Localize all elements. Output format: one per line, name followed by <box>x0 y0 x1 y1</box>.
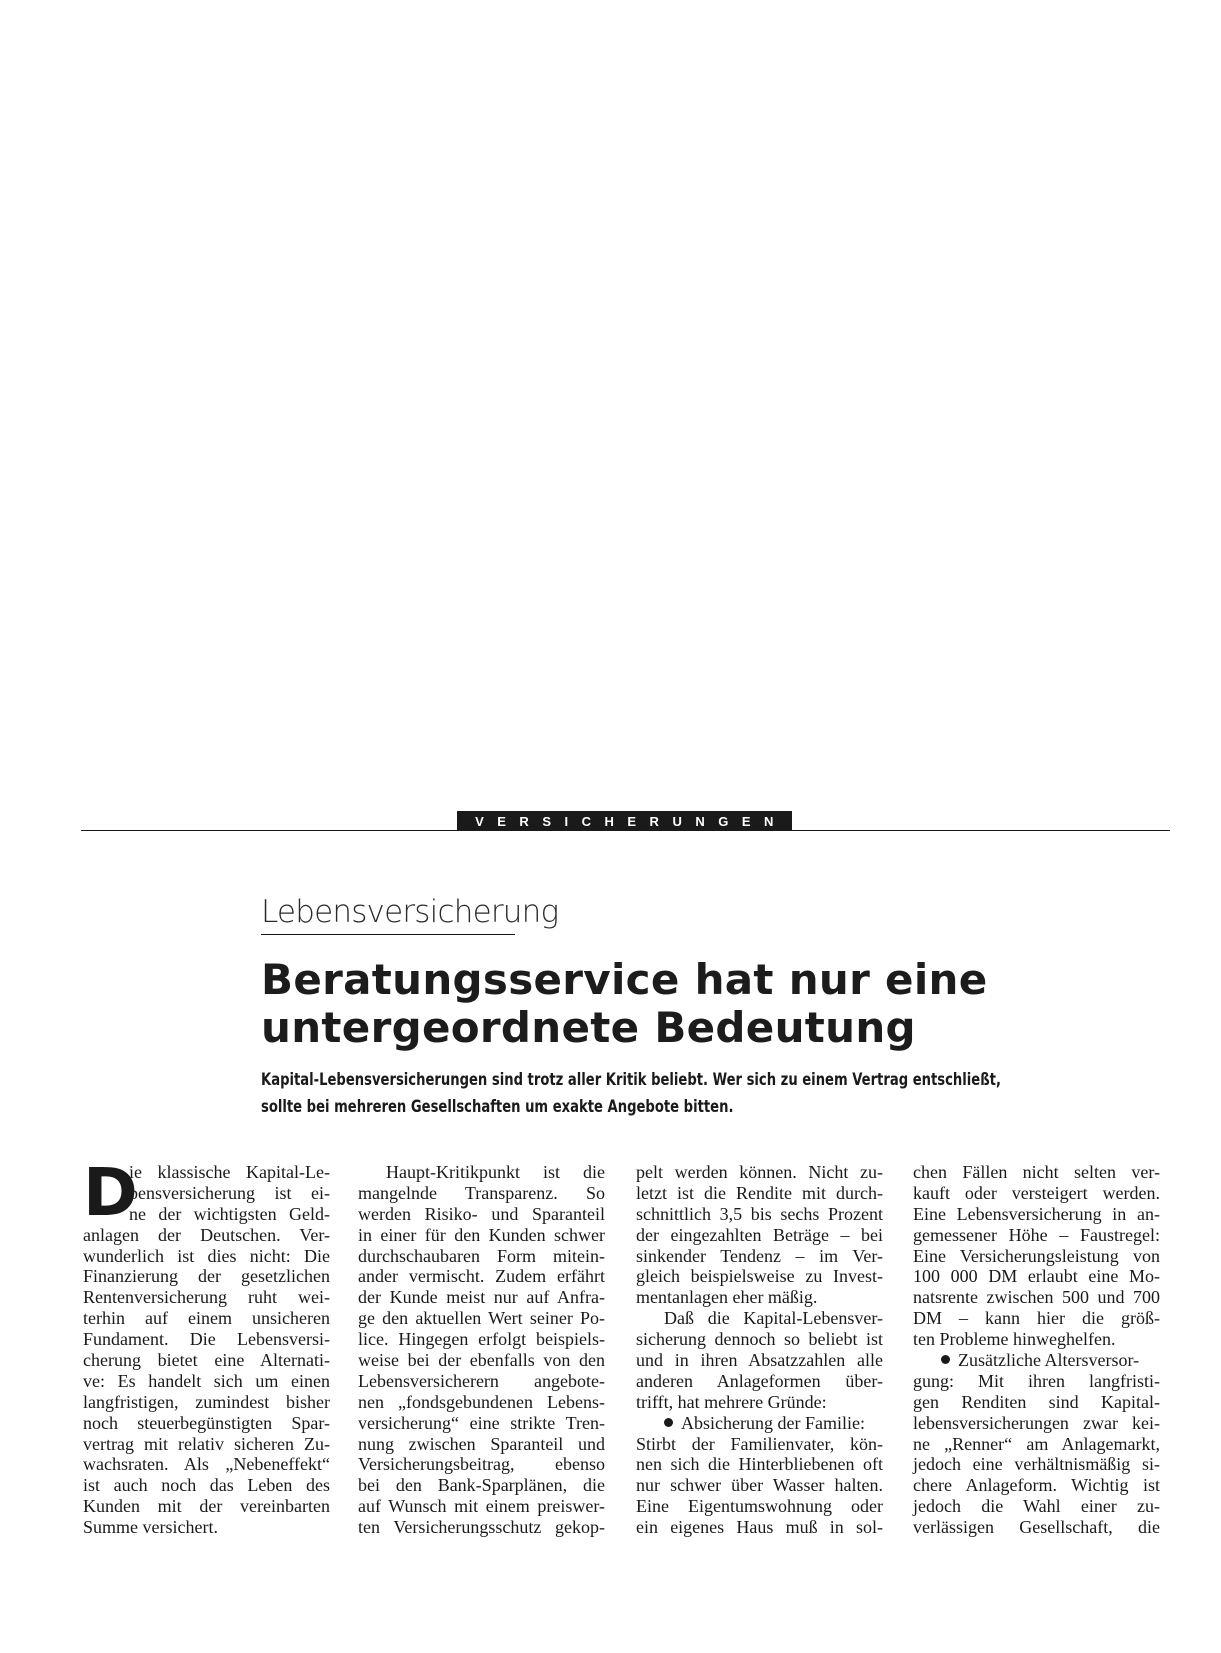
kicker: Lebensversicherung <box>261 894 559 930</box>
text-line: der Kunde meist nur auf Anfra- <box>358 1287 605 1308</box>
text-line: chen Fällen nicht selten ver- <box>913 1162 1160 1182</box>
text-line: kauft oder versteigert werden. <box>913 1182 1160 1203</box>
text-line: nung zwischen Sparanteil und <box>358 1433 605 1454</box>
text-line: gung: Mit ihren langfristi- <box>913 1370 1160 1391</box>
text-line: ne der wichtigsten Geld- <box>129 1203 330 1224</box>
text-line: anlagen der Deutschen. Ver- <box>83 1224 330 1245</box>
text-line: Eine Versicherungsleistung von <box>913 1245 1160 1266</box>
deck <box>261 1067 1161 1121</box>
deck-line-2: sollte bei mehreren Gesellschaften um exakte Angebote bitten. <box>261 1097 734 1117</box>
text-line: Summe versichert. <box>83 1517 218 1538</box>
text-line: ten Versicherungsschutz gekop- <box>358 1517 605 1538</box>
text-line: chere Anlageform. Wichtig ist <box>913 1475 1160 1496</box>
text-line: werden Risiko- und Sparanteil <box>358 1203 605 1224</box>
text-line: lice. Hingegen erfolgt beispiels- <box>358 1329 605 1350</box>
text-line: Stirbt der Familienvater, kön- <box>636 1433 883 1454</box>
text-line: vertrag mit relativ sicheren Zu- <box>83 1433 330 1454</box>
text-line: Kunden mit der vereinbarten <box>83 1496 330 1517</box>
text-line: noch steuerbegünstigten Spar- <box>83 1412 330 1433</box>
text-line: ie klassische Kapital-Le- <box>129 1162 330 1182</box>
text-line: sinkender Tendenz – im Ver- <box>636 1245 883 1266</box>
text-line: nen sich die Hinterbliebenen oft <box>636 1454 883 1475</box>
text-line: gemessener Höhe – Faustregel: <box>913 1224 1160 1245</box>
text-line: Eine Lebensversicherung in an- <box>913 1203 1160 1224</box>
text-line: Lebensversicherern angebote- <box>358 1370 605 1391</box>
text-line: ve: Es handelt sich um einen <box>83 1370 330 1391</box>
text-line: bensversicherung ist ei- <box>129 1182 330 1203</box>
text-line: terhin auf einem unsicheren <box>83 1308 330 1329</box>
text-line: Eine Eigentumswohnung oder <box>636 1496 883 1517</box>
kicker-underline <box>261 934 515 935</box>
text-line: DM – kann hier die größ- <box>913 1308 1160 1329</box>
text-line: Rentenversicherung ruht wei- <box>83 1287 330 1308</box>
text-line: natsrente zwischen 500 und 700 <box>913 1287 1160 1308</box>
text-line: cherung bietet eine Alternati- <box>83 1350 330 1371</box>
text-line: anderen Anlageformen über- <box>636 1370 883 1391</box>
headline <box>261 956 1141 1052</box>
text-line: Haupt-Kritikpunkt ist die <box>386 1162 605 1182</box>
drop-cap: D <box>83 1154 138 1231</box>
text-line: ne „Renner“ am Anlagemarkt, <box>913 1433 1160 1454</box>
text-line: pelt werden können. Nicht zu- <box>636 1162 883 1182</box>
text-line: gleich beispielsweise zu Invest- <box>636 1266 883 1287</box>
text-line: der eingezahlten Beträge – bei <box>636 1224 883 1245</box>
section-label: VERSICHERUNGEN <box>457 811 792 831</box>
text-line: ander vermischt. Zudem erfährt <box>358 1266 605 1287</box>
text-line: gen Renditen sind Kapital- <box>913 1391 1160 1412</box>
text-line: jedoch die Wahl einer zu- <box>913 1496 1160 1517</box>
text-line: wachsraten. Als „Nebeneffekt“ <box>83 1454 330 1475</box>
text-line: letzt ist die Rendite mit durch- <box>636 1182 883 1203</box>
text-line: in einer für den Kunden schwer <box>358 1224 605 1245</box>
text-line: jedoch eine verhältnismäßig si- <box>913 1454 1160 1475</box>
text-line: Daß die Kapital-Lebensver- <box>664 1308 883 1329</box>
bullet-line <box>913 1350 1160 1371</box>
text-line: langfristigen, zumindest bisher <box>83 1391 330 1412</box>
text-line: nen „fondsgebundenen Lebens- <box>358 1391 605 1412</box>
bullet-icon <box>941 1355 950 1364</box>
text-line: ge den aktuellen Wert seiner Po- <box>358 1308 605 1329</box>
text-line: sicherung dennoch so beliebt ist <box>636 1329 883 1350</box>
bullet-heading: Absicherung der Familie: <box>681 1412 865 1433</box>
text-line: 100 000 DM erlaubt eine Mo- <box>913 1266 1160 1287</box>
text-line: wunderlich ist dies nicht: Die <box>83 1245 330 1266</box>
text-line: weise bei der ebenfalls von den <box>358 1350 605 1371</box>
text-line: mangelnde Transparenz. So <box>358 1182 605 1203</box>
text-line: durchschaubaren Form mitein- <box>358 1245 605 1266</box>
text-line: schnittlich 3,5 bis sechs Prozent <box>636 1203 883 1224</box>
text-line: verlässigen Gesellschaft, die <box>913 1517 1160 1538</box>
article-column-1 <box>83 1154 330 1538</box>
headline-line-2: untergeordnete Bedeutung <box>261 1003 916 1052</box>
article-column-3 <box>636 1162 883 1538</box>
text-line: Finanzierung der gesetzlichen <box>83 1266 330 1287</box>
text-line: ten Probleme hinweghelfen. <box>913 1329 1116 1350</box>
text-line: versicherung“ eine strikte Tren- <box>358 1412 605 1433</box>
text-line: trifft, hat mehrere Gründe: <box>636 1391 827 1412</box>
bullet-line <box>636 1413 883 1434</box>
headline-line-1: Beratungsservice hat nur eine <box>261 955 988 1004</box>
text-line: mentanlagen eher mäßig. <box>636 1287 818 1308</box>
bullet-heading: Zusätzliche Altersversor- <box>958 1350 1140 1371</box>
text-line: Fundament. Die Lebensversi- <box>83 1329 330 1350</box>
text-line: und in ihren Absatzzahlen alle <box>636 1350 883 1371</box>
deck-line-1: Kapital-Lebensversicherungen sind trotz aller Kritik beliebt. Wer sich zu einem Vertrag entschließt, <box>261 1070 1001 1090</box>
text-line: ein eigenes Haus muß in sol- <box>636 1517 883 1538</box>
text-line: bei den Bank-Sparplänen, die <box>358 1475 605 1496</box>
text-line: nur schwer über Wasser halten. <box>636 1475 883 1496</box>
bullet-icon <box>664 1418 673 1427</box>
article-column-2 <box>358 1162 605 1538</box>
text-line: ist auch noch das Leben des <box>83 1475 330 1496</box>
text-line: Versicherungsbeitrag, ebenso <box>358 1454 605 1475</box>
article-column-4 <box>913 1162 1160 1538</box>
text-line: auf Wunsch mit einem preiswer- <box>358 1496 605 1517</box>
text-line: lebensversicherungen zwar kei- <box>913 1412 1160 1433</box>
